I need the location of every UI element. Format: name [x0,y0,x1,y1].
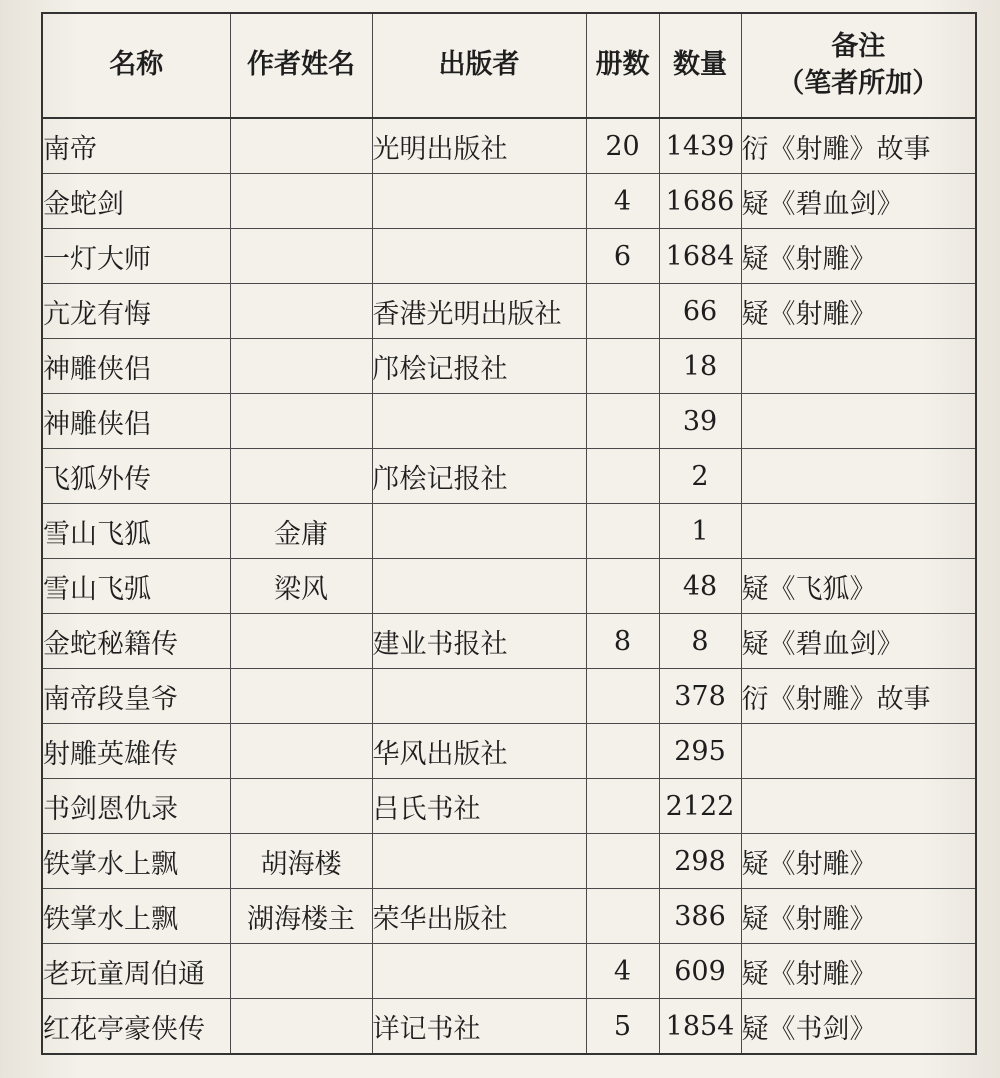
header-volumes: 册数 [586,13,659,118]
cell-name: 射雕英雄传 [42,724,230,779]
cell-quantity: 2122 [659,779,741,834]
cell-note: 疑《书剑》 [741,999,976,1055]
cell-volumes [586,284,659,339]
header-name: 名称 [42,13,230,118]
cell-publisher: 光明出版社 [372,118,586,174]
cell-quantity: 2 [659,449,741,504]
cell-author [230,229,372,284]
cell-note [741,724,976,779]
cell-quantity: 1 [659,504,741,559]
cell-author [230,669,372,724]
cell-quantity: 1686 [659,174,741,229]
cell-publisher [372,504,586,559]
cell-author [230,284,372,339]
cell-publisher [372,834,586,889]
cell-quantity: 1854 [659,999,741,1055]
table-row [42,559,976,614]
cell-author [230,779,372,834]
cell-publisher [372,229,586,284]
cell-author: 金庸 [230,504,372,559]
book-table [41,12,977,1055]
cell-note: 疑《射雕》 [741,889,976,944]
cell-quantity: 1439 [659,118,741,174]
cell-note: 疑《射雕》 [741,229,976,284]
cell-quantity: 18 [659,339,741,394]
cell-name: 铁掌水上飘 [42,834,230,889]
cell-author: 梁风 [230,559,372,614]
cell-publisher [372,669,586,724]
cell-note: 疑《碧血剑》 [741,174,976,229]
cell-volumes: 20 [586,118,659,174]
cell-note [741,779,976,834]
cell-quantity: 298 [659,834,741,889]
cell-volumes: 8 [586,614,659,669]
cell-note: 疑《射雕》 [741,834,976,889]
table-row [42,614,976,669]
cell-note [741,394,976,449]
header-publisher: 出版者 [372,13,586,118]
cell-volumes [586,559,659,614]
cell-publisher: 邝桧记报社 [372,449,586,504]
cell-publisher: 邝桧记报社 [372,339,586,394]
table-row [42,449,976,504]
cell-publisher [372,559,586,614]
cell-note: 疑《碧血剑》 [741,614,976,669]
cell-name: 一灯大师 [42,229,230,284]
cell-name: 铁掌水上飘 [42,889,230,944]
cell-volumes [586,834,659,889]
cell-name: 亢龙有悔 [42,284,230,339]
cell-quantity: 295 [659,724,741,779]
table-row [42,504,976,559]
table-row [42,999,976,1055]
cell-volumes: 4 [586,174,659,229]
table-row [42,834,976,889]
table-row [42,394,976,449]
cell-author [230,118,372,174]
cell-author [230,614,372,669]
cell-volumes [586,779,659,834]
cell-publisher [372,944,586,999]
cell-publisher [372,394,586,449]
cell-quantity: 66 [659,284,741,339]
cell-quantity: 8 [659,614,741,669]
cell-note: 衍《射雕》故事 [741,669,976,724]
cell-name: 神雕侠侣 [42,339,230,394]
cell-name: 老玩童周伯通 [42,944,230,999]
cell-name: 雪山飞弧 [42,559,230,614]
cell-name: 南帝段皇爷 [42,669,230,724]
cell-quantity: 39 [659,394,741,449]
cell-author: 湖海楼主 [230,889,372,944]
cell-volumes [586,339,659,394]
cell-quantity: 48 [659,559,741,614]
cell-publisher: 荣华出版社 [372,889,586,944]
cell-author [230,449,372,504]
table-row [42,229,976,284]
table-row [42,889,976,944]
cell-name: 雪山飞狐 [42,504,230,559]
header-author: 作者姓名 [230,13,372,118]
cell-publisher: 吕氏书社 [372,779,586,834]
cell-note [741,504,976,559]
cell-publisher: 详记书社 [372,999,586,1055]
cell-publisher: 香港光明出版社 [372,284,586,339]
cell-publisher [372,174,586,229]
cell-volumes [586,449,659,504]
header-quantity: 数量 [659,13,741,118]
cell-quantity: 609 [659,944,741,999]
table-row [42,724,976,779]
cell-note: 疑《射雕》 [741,944,976,999]
cell-quantity: 378 [659,669,741,724]
table-row [42,118,976,174]
cell-name: 南帝 [42,118,230,174]
cell-note [741,339,976,394]
cell-author [230,174,372,229]
cell-note [741,449,976,504]
cell-author [230,724,372,779]
cell-volumes: 6 [586,229,659,284]
table-row [42,284,976,339]
table-row [42,669,976,724]
cell-note: 疑《飞狐》 [741,559,976,614]
cell-volumes [586,504,659,559]
cell-author: 胡海楼 [230,834,372,889]
cell-note: 衍《射雕》故事 [741,118,976,174]
cell-name: 神雕侠侣 [42,394,230,449]
table-row [42,779,976,834]
cell-volumes [586,669,659,724]
cell-name: 红花亭豪侠传 [42,999,230,1055]
cell-quantity: 1684 [659,229,741,284]
header-note-line2: （笔者所加） [777,67,940,99]
cell-name: 金蛇秘籍传 [42,614,230,669]
cell-quantity: 386 [659,889,741,944]
cell-author [230,944,372,999]
cell-author [230,339,372,394]
cell-volumes [586,889,659,944]
cell-publisher: 建业书报社 [372,614,586,669]
header-note-line1: 备注 [831,31,886,63]
cell-name: 金蛇剑 [42,174,230,229]
cell-author [230,999,372,1055]
cell-name: 飞狐外传 [42,449,230,504]
header-row [42,13,976,118]
cell-volumes: 5 [586,999,659,1055]
table-row [42,174,976,229]
header-note [741,13,976,118]
cell-volumes [586,724,659,779]
table-row [42,944,976,999]
cell-author [230,394,372,449]
cell-name: 书剑恩仇录 [42,779,230,834]
cell-note: 疑《射雕》 [741,284,976,339]
cell-volumes: 4 [586,944,659,999]
cell-publisher: 华风出版社 [372,724,586,779]
table-row [42,339,976,394]
cell-volumes [586,394,659,449]
